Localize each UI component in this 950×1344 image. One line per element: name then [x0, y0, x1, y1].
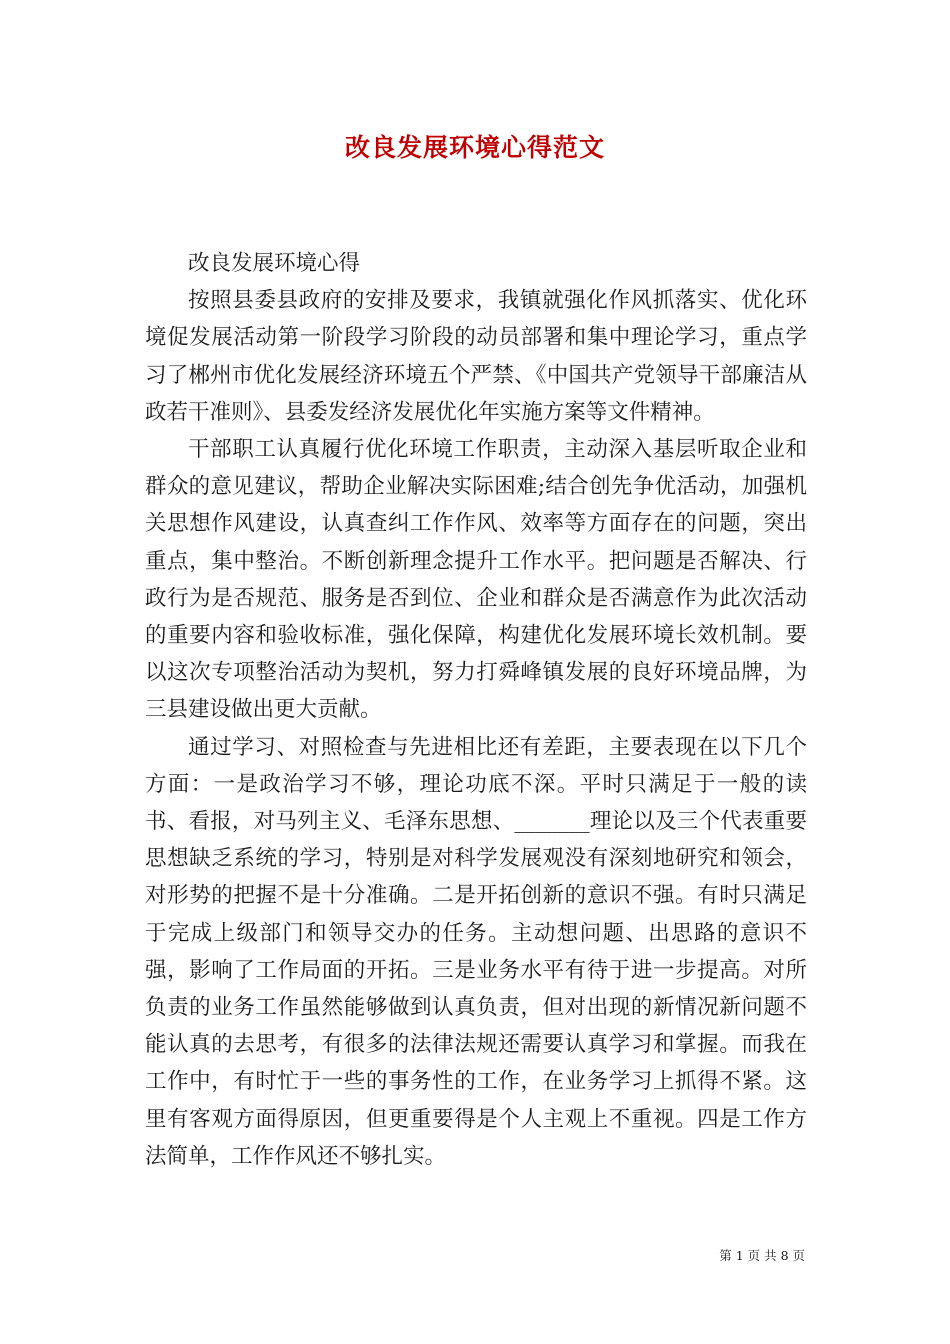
document-body: [145, 245, 807, 1175]
body-paragraph: 改良发展环境心得: [188, 251, 361, 276]
body-paragraph: 按照县委县政府的安排及要求，我镇就强化作风抓落实、优化环境促发展活动第一阶段学习阶段的动员部署和集中理论学习，重点学习了郴州市优化发展经济环境五个严禁、《中国共产党领导干部廉洁从政若干准则》、县委发经济发展优化年实施方案等文件精神。: [145, 288, 807, 425]
body-paragraph: 通过学习、对照检查与先进相比还有差距，主要表现在以下几个方面：一是政治学习不够，理论功底不深。平时只满足于一般的读书、看报，对马列主义、毛泽东思想、_______理论以及三个代表重要思想缺乏系统的学习，特别是对科学发展观没有深刻地研究和领会，对形势的把握不是十分准确。二是开拓创新的意识不强。有时只满足于完成上级部门和领导交办的任务。主动想问题、出思路的意识不强，影响了工作局面的开拓。三是业务水平有待于进一步提高。对所负责的业务工作虽然能够做到认真负责，但对出现的新情况新问题不能认真的去思考，有很多的法律法规还需要认真学习和掌握。而我在工作中，有时忙于一些的事务性的工作，在业务学习上抓得不紧。这里有客观方面得原因，但更重要得是个人主观上不重视。四是工作方法简单，工作作风还不够扎实。: [145, 734, 807, 1169]
page-number: 第 1 页 共 8 页: [719, 1248, 805, 1263]
body-paragraph: 干部职工认真履行优化环境工作职责，主动深入基层听取企业和群众的意见建议，帮助企业解决实际困难;结合创先争优活动，加强机关思想作风建设，认真查纠工作作风、效率等方面存在的问题，突出重点，集中整治。不断创新理念提升工作水平。把问题是否解决、行政行为是否规范、服务是否到位、企业和群众是否满意作为此次活动的重要内容和验收标准，强化保障，构建优化发展环境长效机制。要以这次专项整治活动为契机，努力打舜峰镇发展的良好环境品牌，为三县建设做出更大贡献。: [145, 437, 807, 723]
document-title: 改良发展环境心得范文: [344, 133, 605, 162]
